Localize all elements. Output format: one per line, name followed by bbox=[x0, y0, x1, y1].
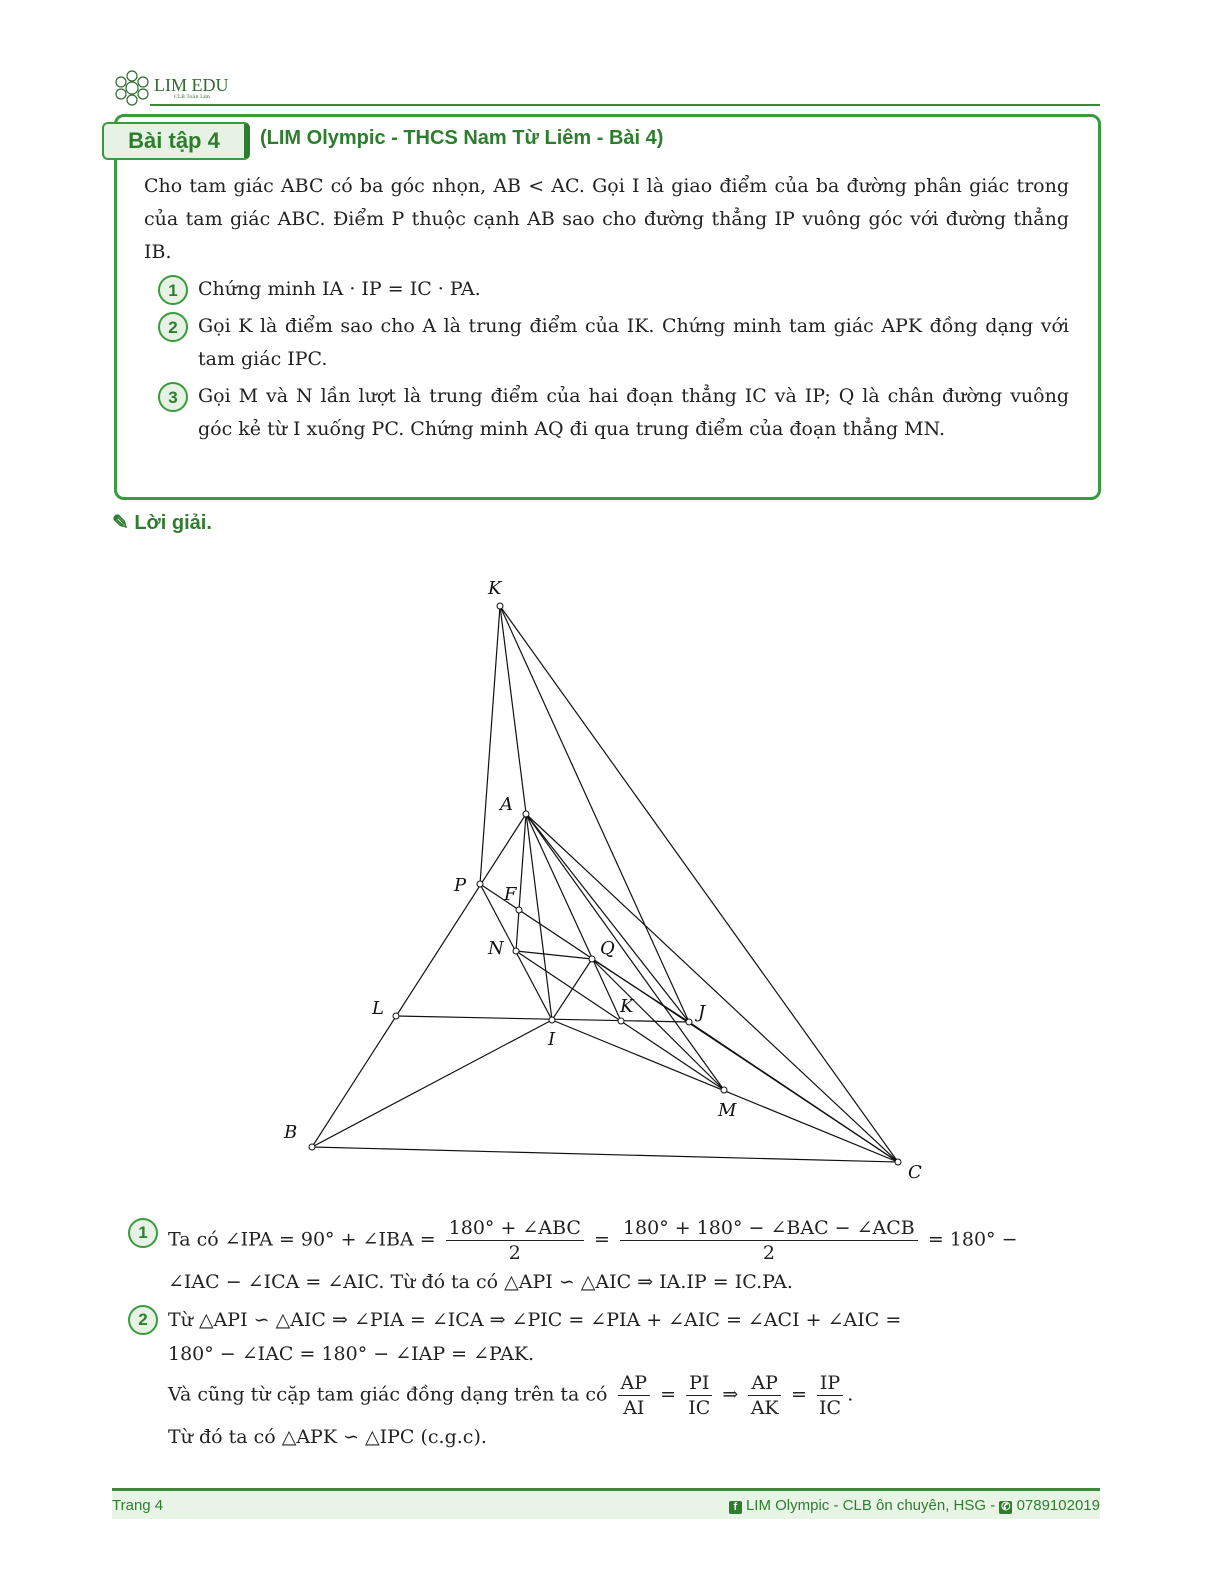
segment-QM bbox=[592, 959, 724, 1090]
segment-LJ bbox=[396, 1016, 689, 1022]
fraction bbox=[817, 1371, 843, 1420]
solution-part-2 bbox=[128, 1303, 1103, 1454]
denominator: AI bbox=[623, 1397, 645, 1419]
item-text: Chứng minh IA · IP = IC · PA. bbox=[198, 278, 481, 300]
label-I: I bbox=[548, 1029, 556, 1050]
point-B bbox=[309, 1144, 315, 1150]
label-K2: K bbox=[620, 996, 634, 1017]
label-Q: Q bbox=[600, 938, 615, 959]
phone-number: 0789102019 bbox=[1016, 1496, 1100, 1514]
fraction bbox=[618, 1371, 651, 1420]
denominator: 2 bbox=[508, 1242, 521, 1264]
text: Từ đó ta có △APK ∽ △IPC (c.g.c). bbox=[168, 1426, 487, 1448]
denominator: AK bbox=[750, 1397, 779, 1419]
numerator: AP bbox=[618, 1371, 651, 1396]
point-M bbox=[721, 1087, 727, 1093]
segment-AN bbox=[516, 814, 526, 951]
fraction bbox=[686, 1371, 712, 1420]
point-N bbox=[513, 948, 519, 954]
label-K: K bbox=[488, 578, 502, 599]
text: = bbox=[660, 1383, 677, 1406]
denominator: IC bbox=[688, 1397, 711, 1419]
footer-contact bbox=[729, 1497, 1100, 1514]
numerator: IP bbox=[817, 1371, 843, 1396]
segment-IQ bbox=[552, 959, 592, 1020]
phone-icon: ✆ bbox=[1001, 1500, 1011, 1513]
text: Ta có ∠IPA = 90° + ∠IBA = bbox=[168, 1228, 436, 1251]
part-number: 2 bbox=[128, 1305, 158, 1335]
point-P bbox=[477, 881, 483, 887]
point-Q bbox=[589, 956, 595, 962]
text: ∠IAC − ∠ICA = ∠AIC. Từ đó ta có △API ∽ △AIC ⇒ IA.IP = IC.PA. bbox=[168, 1271, 793, 1293]
label-M: M bbox=[718, 1100, 737, 1121]
text: Từ △API ∽ △AIC ⇒ ∠PIA = ∠ICA ⇒ ∠PIC = ∠PIA + ∠AIC = ∠ACI + ∠AIC = bbox=[168, 1309, 902, 1331]
label-C: C bbox=[908, 1162, 922, 1183]
part-number: 1 bbox=[128, 1218, 158, 1248]
solution-text bbox=[128, 1212, 1103, 1454]
fraction bbox=[620, 1216, 918, 1265]
footer bbox=[112, 1488, 1100, 1519]
point-C bbox=[895, 1159, 901, 1165]
text: = bbox=[790, 1383, 807, 1406]
segment-KC bbox=[500, 606, 898, 1162]
logo-name: LIM EDU bbox=[154, 75, 229, 95]
text: = bbox=[593, 1228, 610, 1251]
point-L bbox=[393, 1013, 399, 1019]
label-L: L bbox=[372, 998, 384, 1019]
point-I bbox=[549, 1017, 555, 1023]
problem-tag: Bài tập 4 bbox=[102, 122, 250, 160]
text: 180° − ∠IAC = 180° − ∠IAP = ∠PAK. bbox=[168, 1343, 535, 1365]
item-number: 2 bbox=[158, 312, 188, 342]
fraction bbox=[446, 1216, 584, 1265]
point-K bbox=[497, 603, 503, 609]
numerator: AP bbox=[748, 1371, 781, 1396]
point-A bbox=[523, 811, 529, 817]
item-text: Gọi K là điểm sao cho A là trung điểm của IK. Chứng minh tam giác APK đồng dạng với tam giác IPC. bbox=[198, 315, 1069, 370]
logo-subtitle: CLB Toán Lim bbox=[174, 94, 210, 100]
segment-AM bbox=[526, 814, 724, 1090]
segment-AC bbox=[526, 814, 898, 1162]
point-F bbox=[516, 907, 522, 913]
item-text: Gọi M và N lần lượt là trung điểm của hai đoạn thẳng IC và IP; Q là chân đường vuông góc kẻ từ I xuống PC. Chứng minh AQ đi qua trung điểm của đoạn thẳng MN. bbox=[198, 385, 1069, 440]
label-P: P bbox=[454, 875, 467, 896]
point-J bbox=[686, 1019, 692, 1025]
segment-NQ bbox=[516, 951, 592, 959]
denominator: 2 bbox=[762, 1242, 775, 1264]
text: . bbox=[847, 1383, 854, 1406]
segment-BC bbox=[312, 1147, 898, 1162]
solution-part-1 bbox=[128, 1216, 1103, 1299]
numerator: PI bbox=[686, 1371, 712, 1396]
label-N: N bbox=[488, 938, 504, 959]
item-number: 3 bbox=[158, 382, 188, 412]
label-A: A bbox=[500, 794, 513, 815]
edit-icon: ✎ bbox=[112, 512, 129, 534]
item-number: 1 bbox=[158, 275, 188, 305]
fraction bbox=[748, 1371, 781, 1420]
label-J: J bbox=[698, 1002, 706, 1023]
facebook-icon: f bbox=[729, 1501, 742, 1514]
numerator: 180° + 180° − ∠BAC − ∠ACB bbox=[620, 1216, 918, 1241]
label-B: B bbox=[284, 1122, 298, 1143]
problem-intro: Cho tam giác ABC có ba góc nhọn, AB < AC. Gọi I là giao điểm của ba đường phân giác trong của tam giác ABC. Điểm P thuộc cạnh AB sao cho đường thẳng IP vuông góc với đường thẳng IB. bbox=[144, 175, 1069, 263]
text: Và cũng từ cặp tam giác đồng dạng trên ta có bbox=[168, 1383, 608, 1406]
label-F: F bbox=[504, 884, 517, 905]
segment-JC bbox=[689, 1022, 898, 1162]
numerator: 180° + ∠ABC bbox=[446, 1216, 584, 1241]
point-K2 bbox=[618, 1018, 624, 1024]
segment-BI bbox=[312, 1020, 552, 1147]
segment-BA bbox=[312, 814, 526, 1147]
denominator: IC bbox=[819, 1397, 842, 1419]
segment-KP bbox=[480, 606, 500, 884]
contact-text: LIM Olympic - CLB ôn chuyên, HSG - bbox=[745, 1496, 996, 1514]
text: ⇒ bbox=[722, 1383, 739, 1406]
problem-source: (LIM Olympic - THCS Nam Từ Liêm - Bài 4) bbox=[260, 127, 664, 149]
text: = 180° − bbox=[927, 1228, 1018, 1251]
page-number: Trang 4 bbox=[112, 1496, 164, 1514]
solution-heading-text: Lời giải. bbox=[134, 512, 212, 534]
